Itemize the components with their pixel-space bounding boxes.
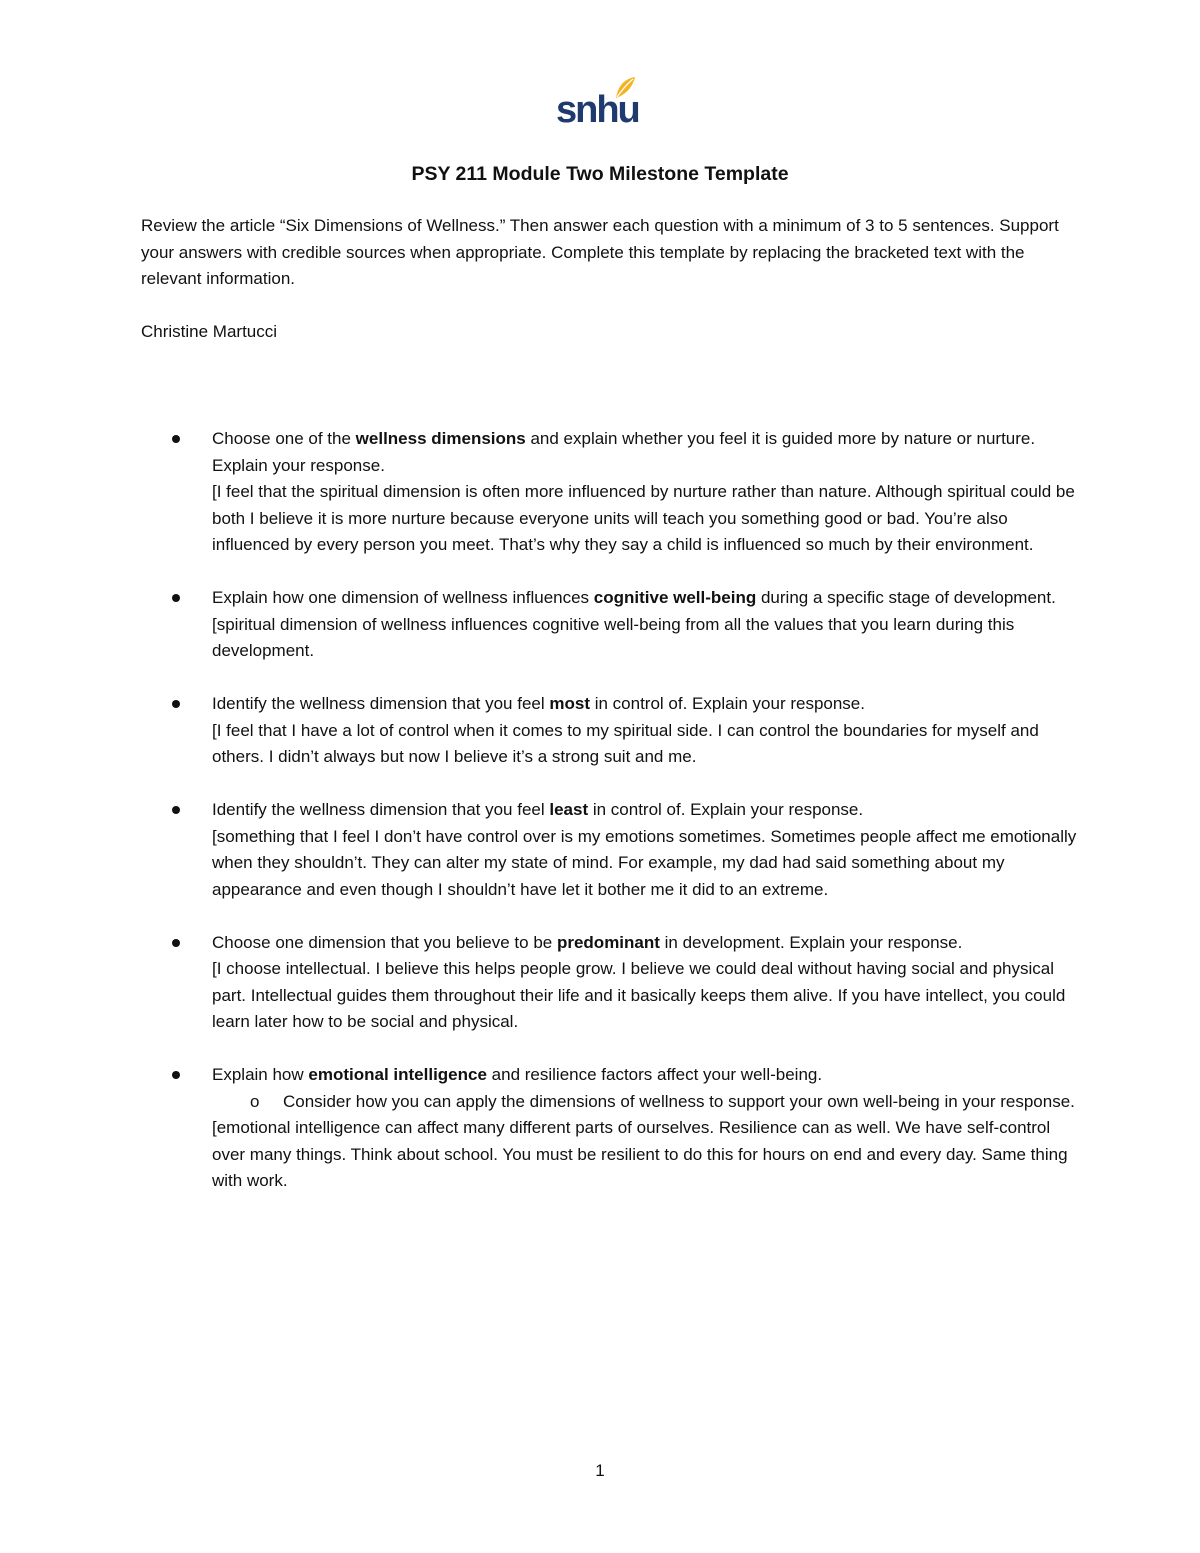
bullet-icon [172,594,180,602]
question-item [141,426,1081,559]
bullet-icon [172,435,180,443]
student-name: Christine Martucci [141,322,278,341]
question-item [141,1062,1081,1195]
question-prompt: Explain how emotional intelligence and resilience factors affect your well-being. [212,1065,823,1084]
question-item [141,930,1081,1036]
logo-wordmark: snhu [556,89,639,131]
answer-text: [I feel that the spiritual dimension is often more influenced by nurture rather than nature. Although spiritual could be both I believe it is more nurture because everyone units will teach you something good or bad. You’re also influenced by every person you meet. That’s why they say a child is influenced so much by their environment. [212,482,1075,554]
answer-text: [something that I feel I don’t have control over is my emotions sometimes. Sometimes people affect me emotionally when they shouldn’t. They can alter my state of mind. For example, my dad had said something about my appearance and even though I shouldn’t have let it bother me it did to an extreme. [212,826,1077,899]
snhu-logo [556,76,638,132]
answer-text: [spiritual dimension of wellness influences cognitive well-being from all the values that you learn during this development. [212,614,1015,660]
bullet-icon [172,1071,180,1079]
question-item [141,585,1081,665]
bullet-icon [172,939,180,947]
bullet-icon [172,700,180,708]
question-list [141,426,1081,1221]
question-prompt: Choose one dimension that you believe to be predominant in development. Explain your response. [212,932,963,952]
answer-text: [I choose intellectual. I believe this helps people grow. I believe we could deal without having social and physical part. Intellectual guides them throughout their life and it basically keeps them alive. If you have intellect, you could learn later how to be social and physical. [212,959,1066,1031]
sub-item [212,1089,1081,1116]
instructions-paragraph: Review the article “Six Dimensions of Wellness.” Then answer each question with a minimum of 3 to 5 sentences. Support your answers with credible sources when appropriate. Complete this template by replacing the bracketed text with the relevant information. [141,216,1059,288]
question-item [141,691,1081,771]
question-item [141,797,1081,903]
sub-item-text: Consider how you can apply the dimensions of wellness to support your own well-being in your response. [283,1091,1075,1111]
answer-text: [emotional intelligence can affect many different parts of ourselves. Resilience can as well. We have self-control over many things. Think about school. You must be resilient to do this for hours on end and every day. Same thing with work. [212,1118,1068,1190]
page-title: PSY 211 Module Two Milestone Template [411,163,789,185]
bullet-icon [172,806,180,814]
question-prompt: Identify the wellness dimension that you feel most in control of. Explain your response. [212,694,865,713]
question-prompt: Explain how one dimension of wellness influences cognitive well-being during a specific stage of development. [212,588,1056,607]
answer-text: [I feel that I have a lot of control when it comes to my spiritual side. I can control the boundaries for myself and others. I didn’t always but now I believe it’s a strong suit and me. [212,720,1039,766]
question-prompt: Choose one of the wellness dimensions and explain whether you feel it is guided more by nature or nurture. Explain your response. [212,429,1036,475]
page-number: 1 [595,1461,605,1480]
question-prompt: Identify the wellness dimension that you feel least in control of. Explain your response. [212,800,864,819]
sub-bullet: o [250,1091,260,1111]
